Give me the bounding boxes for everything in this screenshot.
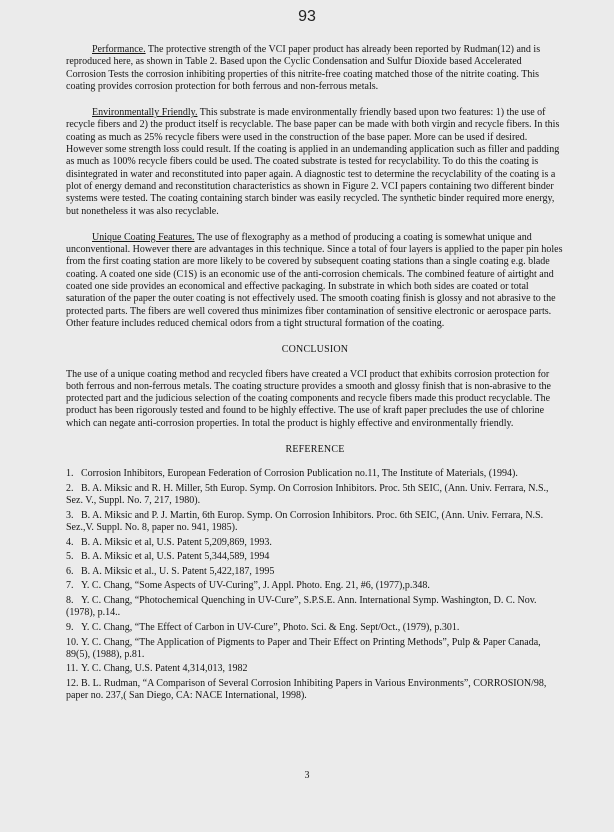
reference-item <box>66 468 564 480</box>
reference-item <box>66 580 564 592</box>
reference-number: 6. <box>66 565 74 577</box>
reference-number: 2. <box>66 482 74 494</box>
conclusion-text: The use of a unique coating method and recycled fibers have created a VCI product that exhibits corrosion protection for both ferrous and non-ferrous metals. The coating structure provides a smooth and glossy finish that is non-abrasive to the protected part and the judicious selection of the coating components and recycle fibers made this product recyclable. The product has been rigorously tested and found to be highly effective. The use of kraft paper precludes the use of chlorine which can negate anti-corrosion properties. In total the product is highly effective and environmentally friendly. <box>66 368 551 429</box>
page-number-top: 93 <box>298 8 316 25</box>
reference-number: 11. <box>66 663 79 675</box>
reference-text: Y. C. Chang, “The Effect of Carbon in UV-Cure”, Photo. Sci. & Eng. Sept/Oct., (1979), p.301. <box>81 621 460 633</box>
reference-number: 4. <box>66 536 74 548</box>
reference-text: B. A. Miksic and R. H. Miller, 5th Europ. Symp. On Corrosion Inhibitors. Proc. 5th SEIC, (Ann. Univ. Ferrara, N.S., Sez. V., Suppl. No. 7, 217, 1980). <box>66 482 549 507</box>
environmental-heading: Environmentally Friendly. <box>92 107 198 119</box>
reference-text: B. A. Miksic and P. J. Martin, 6th Europ. Symp. On Corrosion Inhibitors. Proc. 6th SEIC, (Ann. Univ. Ferrara, N.S. Sez.,V. Suppl. No. 8, paper no. 941, 1985). <box>66 509 544 534</box>
reference-text: B. L. Rudman, “A Comparison of Several Corrosion Inhibiting Papers in Various Environments”, CORROSION/98, paper no. 237,( San Diego, CA: NACE International, 1998). <box>66 678 547 702</box>
page-number-bottom: 3 <box>304 770 310 781</box>
reference-list <box>66 468 564 702</box>
reference-number: 1. <box>66 468 74 480</box>
reference-item <box>66 566 564 578</box>
conclusion-heading: CONCLUSION <box>281 344 349 356</box>
reference-item <box>66 637 564 662</box>
performance-text: The protective strength of the VCI paper product has already been reported by Rudman(12) and is reproduced here, as shown in Table 2. Based upon the Cyclic Condensation and Sulfur Dioxide based Accelerated Corrosion Tests the corrosion inhibiting properties of this nitrite-free coating matched those of the nitrite coating. This coating provides corrosion protection for both ferrous and non-ferrous metals. <box>66 44 541 92</box>
unique-coating-text: The use of flexography as a method of producing a coating is somewhat unique and unconventional. However there are advantages in this technique. Since a total of four layers is applied to the paper pin holes from the first coating station are more likely to be covered by subsequent coating stations than a single coating e.g. blade coating. A coated one side (C1S) is an economic use of the anti-corrosion chemicals. The combined feature of airtight and coated one side provides an economical and effective packaging. In substrate in which both sides are coated or total saturation of the paper the outer coating is not effectively used. The smooth coating finish is glossy and not abrasive to the protected parts. The fibers are well covered thus minimizes fiber contamination of sensitive electronic or aerospace parts. Other feature includes reduced chemical odors from a tight structural formation of the coating. <box>66 231 563 329</box>
reference-text: Y. C. Chang, “The Application of Pigments to Paper and Their Effect on Printing Methods”, Pulp & Paper Canada, 89(5), (1988), p.81. <box>66 636 541 660</box>
reference-number: 10. <box>66 636 79 648</box>
reference-item <box>66 551 564 563</box>
performance-paragraph <box>66 44 564 93</box>
reference-text: Y. C. Chang, “Some Aspects of UV-Curing”, J. Appl. Photo. Eng. 21, #6, (1977),p.348. <box>81 580 430 592</box>
reference-text: B. A. Miksic et al, U.S. Patent 5,344,589, 1994 <box>81 551 270 563</box>
reference-item <box>66 510 564 535</box>
unique-coating-paragraph <box>66 232 564 330</box>
reference-item <box>66 537 564 549</box>
reference-item <box>66 663 564 675</box>
reference-number: 12. <box>66 678 79 690</box>
reference-item <box>66 622 564 634</box>
environmental-text: This substrate is made environmentally friendly based upon two features: 1) the use of recycle fibers and 2) the product itself is recyclable. The base paper can be made with both virgin and recycle fibers. In this coating as much as 25% recycle fibers were used in the construction of the base paper. More can be used if desired. However some strength loss could result. If the coating is applied in an undemanding application such as filler and padding as much as 100% recycle fibers could be used. The coated substrate is tested for recyclability. To do this the coating is disintegrated in water and reconstituted into paper again. A diagnostic test to determine the recyclability of the coating is a plot of energy demand and reconstitution characteristics as shown in Figure 2. VCI papers containing two different binder systems were tested. The coating containing starch binder was easily recycled. The synthetic binder required more energy, but nonetheless it was also recyclable. <box>66 107 560 217</box>
performance-heading: Performance. <box>92 44 146 55</box>
reference-number: 7. <box>66 580 74 592</box>
unique-coating-heading: Unique Coating Features. <box>92 231 195 243</box>
reference-item <box>66 483 564 508</box>
reference-text: Corrosion Inhibitors, European Federation of Corrosion Publication no.11, The Institute of Materials, (1994). <box>81 468 518 480</box>
reference-number: 5. <box>66 551 74 563</box>
reference-text: Y. C. Chang, “Photochemical Quenching in UV-Cure”, S.P.S.E. Ann. International Symp. Washington, D. C. Nov. (1978), p.14.. <box>66 595 537 619</box>
reference-text: B. A. Miksic et al, U.S. Patent 5,209,869, 1993. <box>81 536 272 548</box>
document-body <box>66 44 564 705</box>
reference-heading: REFERENCE <box>285 444 345 456</box>
reference-number: 9. <box>66 621 74 633</box>
environmental-paragraph <box>66 107 564 218</box>
reference-item <box>66 678 564 703</box>
reference-number: 3. <box>66 509 74 521</box>
reference-text: Y. C. Chang, U.S. Patent 4,314,013, 1982 <box>81 663 248 675</box>
reference-item <box>66 595 564 620</box>
reference-text: B. A. Miksic et al., U. S. Patent 5,422,187, 1995 <box>81 565 275 577</box>
reference-number: 8. <box>66 595 74 607</box>
